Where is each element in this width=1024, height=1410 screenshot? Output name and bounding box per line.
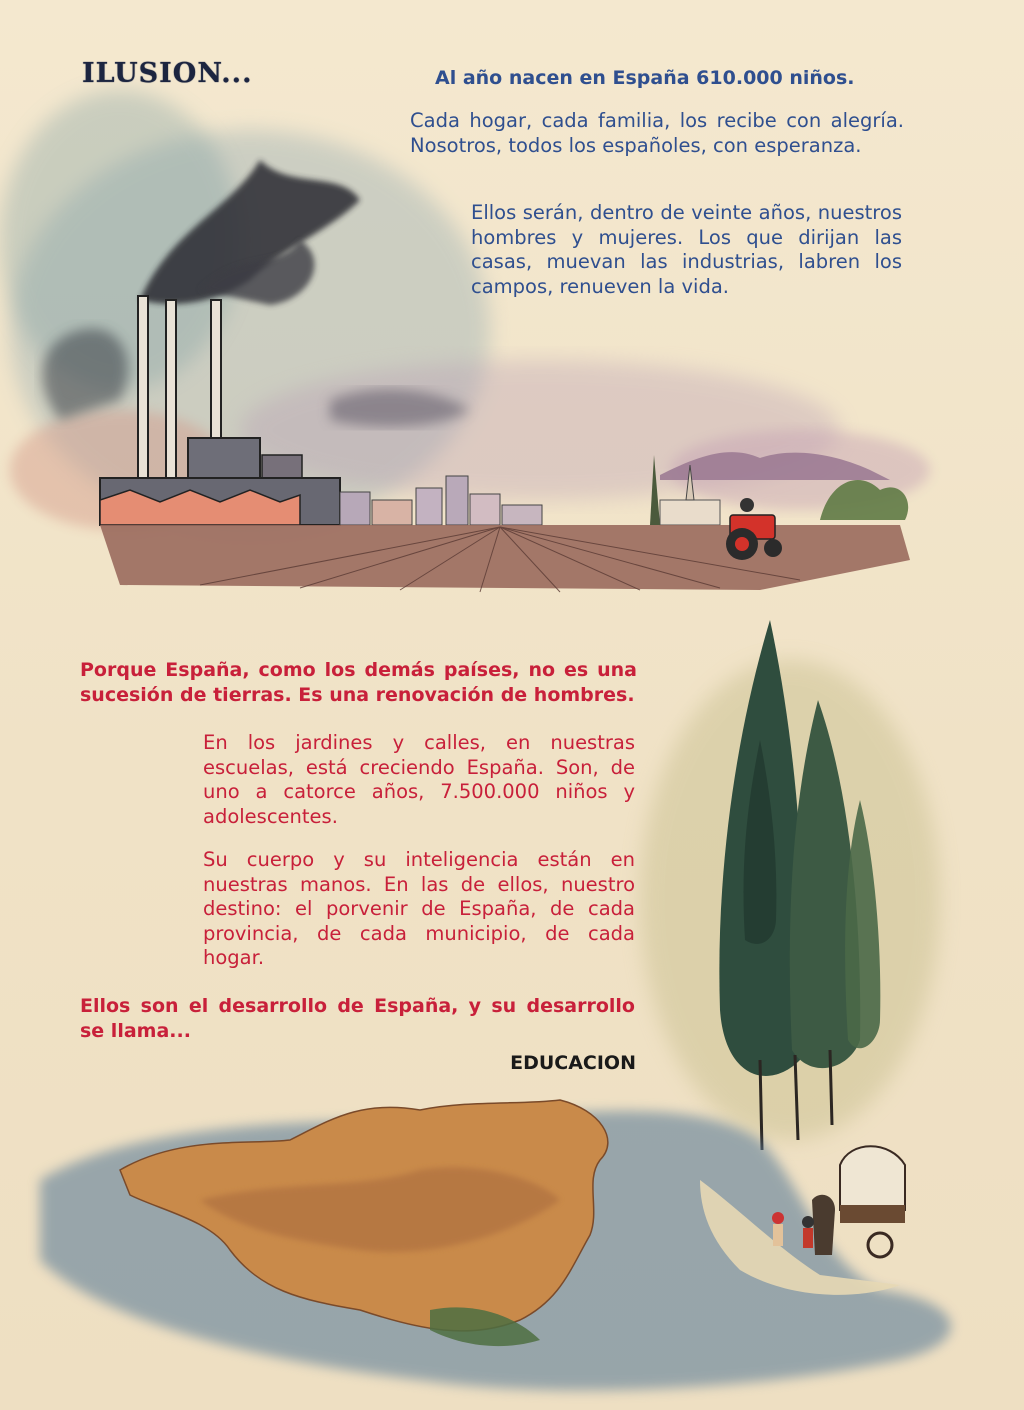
families-paragraph: Cada hogar, cada familia, los recibe con alegría. Nosotros, todos los españoles, con esperanza. (410, 109, 904, 157)
development-closing-text: Ellos son el desarrollo de España, y su desarrollo se llama... (80, 995, 635, 1042)
renewal-lead-text: Porque España, como los demás países, no es una sucesión de tierras. Es una renovación de hombres. (80, 659, 637, 706)
education-keyword: EDUCACION (510, 1052, 636, 1074)
cypress-trees-illustration (640, 620, 940, 1150)
spain-map-illustration (40, 1100, 951, 1390)
schools-paragraph: En los jardines y calles, en nuestras escuelas, está creciendo España. Son, de uno a catorce años, 7.500.000 niños y adolescentes. (203, 731, 635, 828)
future-paragraph: Ellos serán, dentro de veinte años, nuestros hombres y mujeres. Los que dirijan las casas, muevan las industrias, labren los campos, renueven la vida. (471, 201, 902, 298)
destiny-paragraph: Su cuerpo y su inteligencia están en nuestras manos. En las de ellos, nuestro destino: el porvenir de España, de cada provincia, de cada municipio, de cada hogar. (203, 848, 635, 969)
births-lead-text: Al año nacen en España 610.000 niños. (435, 67, 855, 89)
page-title: ILUSION... (82, 58, 253, 89)
industry-landscape-illustration (0, 90, 930, 592)
